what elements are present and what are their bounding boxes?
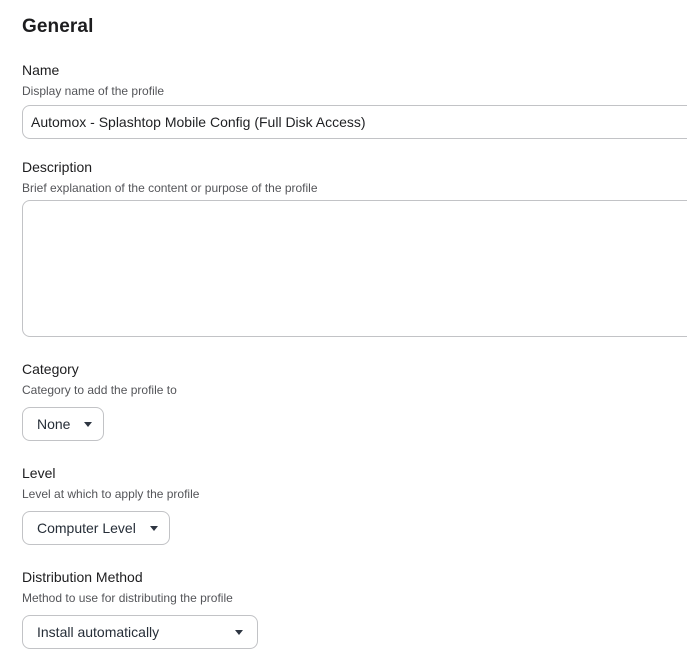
caret-down-icon [84,422,92,427]
name-input[interactable] [22,105,687,139]
caret-down-icon [150,526,158,531]
level-label: Level [22,465,56,481]
page-title: General [22,16,94,37]
description-textarea[interactable] [22,200,687,337]
category-select[interactable] [22,407,104,441]
distribution-method-field-group [22,569,687,649]
level-helper-text: Level at which to apply the profile [22,487,200,501]
caret-down-icon [235,630,243,635]
category-label: Category [22,361,79,377]
level-select[interactable] [22,511,170,545]
category-field-group [22,361,687,441]
description-label: Description [22,159,93,175]
name-field-group [22,62,687,139]
name-label: Name [22,62,60,78]
distribution-method-helper-text: Method to use for distributing the profile [22,591,233,605]
level-selected-value: Computer Level [37,520,136,536]
category-helper-text: Category to add the profile to [22,383,177,397]
distribution-method-label: Distribution Method [22,569,143,585]
distribution-method-selected-value: Install automatically [37,624,160,640]
name-helper-text: Display name of the profile [22,84,165,98]
description-field-group [22,159,687,337]
category-selected-value: None [37,416,71,432]
distribution-method-select[interactable] [22,615,258,649]
description-helper-text: Brief explanation of the content or purpose of the profile [22,181,318,195]
level-field-group [22,465,687,545]
